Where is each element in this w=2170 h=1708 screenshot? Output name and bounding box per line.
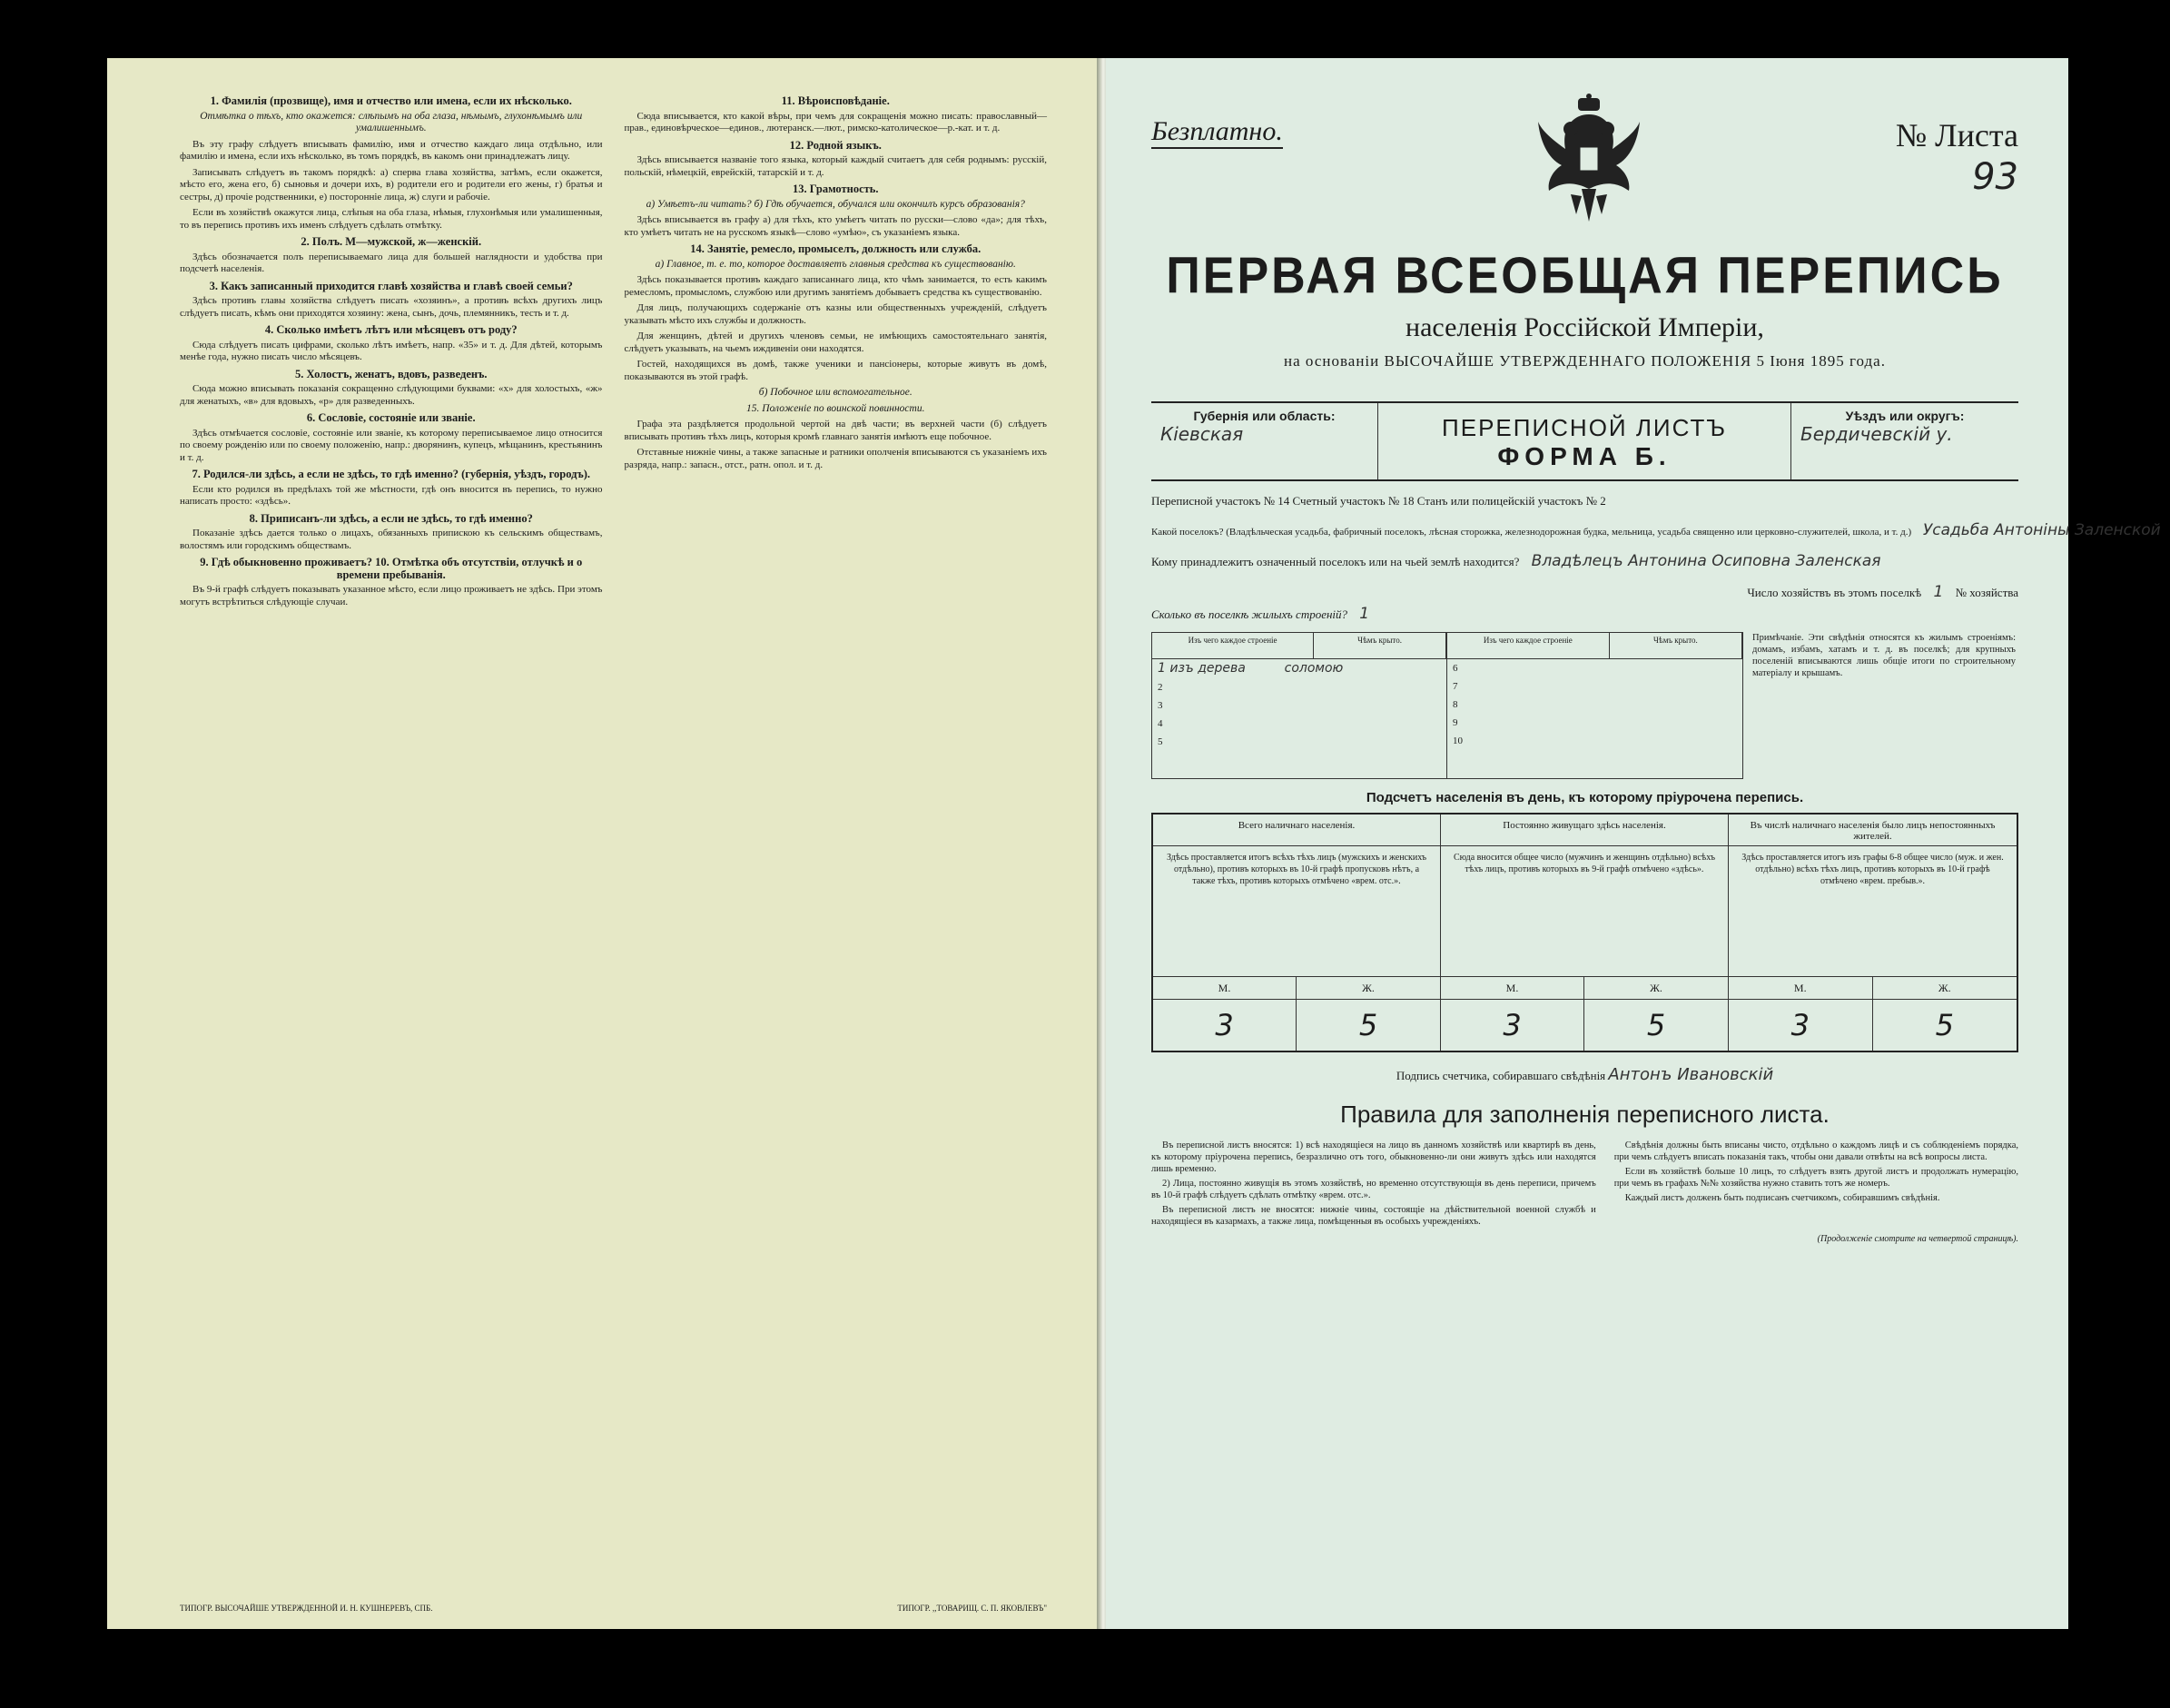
building-row [1158,659,1446,678]
buildings-table-header [1447,633,1742,659]
section-heading: 3. Какъ записанный приходится главѣ хозяйства и главѣ своей семьи? [209,279,573,292]
section-paragraph: Сюда можно вписывать показанія сокращенно слѣдующими буквами: «х» для холостыхъ, «ж» для женатыхъ, «в» для вдовыхъ, «р» для разведенныхъ. [180,383,603,407]
female-label: Ж. [1650,982,1662,994]
population-temporary-header: Въ числѣ наличнаго населенія было лицъ непостоянныхъ жителей. [1729,815,2017,846]
section-heading: 2. Полъ. М—мужской, ж—женскій. [301,235,482,248]
left-page [107,58,1101,1629]
household-number-label: № хозяйства [1955,586,2018,599]
female-count: 5 [1358,1008,1378,1042]
district-line: Переписной участокъ № 14 Счетный участокъ № 18 Станъ или полицейскій участокъ № 2 [1151,494,1606,508]
material-header: Изъ чего каждое строеніе [1447,633,1610,658]
buildings-table [1151,632,1743,779]
male-count: 3 [1153,1000,1297,1051]
sex-header [1153,976,1440,999]
printer-imprint-right: ТИПОГР. ,,ТОВАРИЩ. С. П. ЯКОВЛЕВЪ" [897,1604,1047,1613]
female-count: 5 [1935,1008,1954,1042]
section-heading: 12. Родной языкъ. [789,138,882,152]
population-present-column [1153,815,1441,1051]
section-heading: 7. Родился-ли здѣсь, а если не здѣсь, то гдѣ именно? (губернія, уѣздъ, городъ). [192,468,591,480]
rules-text [1151,1140,2018,1230]
male-count: 3 [1441,1000,1584,1051]
population-present-desc: Здѣсь проставляется итогъ всѣхъ тѣхъ лицъ (мужскихъ и женскихъ отдѣльно), противъ которыхъ въ 10-й графѣ пропусковъ нѣтъ, а также тѣхъ, противъ которыхъ отмѣчено «врем. отс.». [1166,853,1427,886]
signature-label: Подпись счетчика, собиравшаго свѣдѣнія [1396,1069,1606,1082]
signature-value: Антонъ Ивановскій [1608,1065,1774,1084]
building-row: 9 [1453,717,1458,728]
section-heading: 9. Гдѣ обыкновенно проживаетъ? 10. Отмѣтка объ отсутствіи, отлучкѣ и о времени пребыванія. [200,556,583,581]
uezd-value: Бердичевскій у. [1800,423,1953,445]
right-page [1106,58,2161,1629]
section-subheading: б) Побочное или вспомогательное. [758,387,912,398]
header-row [1151,94,2018,231]
building-row: 6 [1453,663,1458,674]
rules-paragraph: Каждый листъ долженъ быть подписанъ счетчикомъ, собиравшимъ свѣдѣнія. [1624,1193,1940,1203]
rules-column-1 [1151,1140,1596,1230]
census-subtitle: населенія Россійской Имперіи, [1406,312,1764,342]
instructions-column-2 [625,91,1048,1580]
section-heading: 8. Приписанъ-ли здѣсь, а если не здѣсь, то гдѣ именно? [249,511,533,525]
section-subheading: а) Главное, т. е. то, которое доставляетъ главныя средства къ существованію. [655,258,1016,270]
section-paragraph: Сюда слѣдуетъ писать цифрами, сколько лѣтъ имѣетъ, напр. «35» и т. д. Для дѣтей, которымъ менѣе года, нужно писать число мѣсяцевъ. [180,339,603,362]
free-label: Безплатно. [1151,116,1283,149]
left-page-footer [180,1604,1047,1613]
buildings-label: Сколько въ поселкѣ жилыхъ строеній? [1151,607,1348,621]
rules-paragraph: Въ переписной листъ вносятся: 1) всѣ находящіеся на лицо въ данномъ хозяйствѣ или квартирѣ въ день, къ которому пріурочена перепись, безразлично отъ того, обыкновенно-ли они живутъ здѣсь или находятся лишь временно. [1151,1140,1596,1174]
instructions-columns [180,91,1047,1580]
population-present-header: Всего наличнаго населенія. [1153,815,1440,846]
section-paragraph: Если въ хозяйствѣ окажутся лица, слѣпыя на оба глаза, нѣмыя, глухонѣмыя или умалишенныя, то въ перепись противъ ихъ именъ слѣдуетъ сдѣлать отмѣтку. [180,207,603,231]
gubernia-label: Губернія или область: [1193,409,1336,423]
population-temporary-desc: Здѣсь проставляется итогъ изъ графы 6-8 общее число (муж. и жен. отдѣльно) всѣхъ тѣхъ лицъ, противъ которыхъ въ 10-й графѣ отмѣчено «врем. пребыв.». [1741,853,2004,886]
section-heading: 4. Сколько имѣетъ лѣтъ или мѣсяцевъ отъ роду? [264,323,518,336]
section-paragraph: Здѣсь противъ главы хозяйства слѣдуетъ писать «хозяинъ», а противъ всѣхъ другихъ лицъ слѣдуетъ писать, кѣмъ они приходятся хозяину: жена, сынъ, дочь, племянникъ, тесть и т. д. [180,295,603,319]
section-paragraph: Графа эта раздѣляется продольной чертой на двѣ части; въ верхней части (б) слѣдуетъ вписывать противъ тѣхъ лицъ, которыя кромѣ главнаго занятія имѣютъ еще побочное. [624,419,1047,442]
population-resident-values [1441,999,1728,1051]
section-paragraph: Въ эту графу слѣдуетъ вписывать фамилію, имя и отчество каждаго лица отдѣльно, или фамилію и имена, если ихъ нѣсколько, въ томъ порядкѣ, въ какомъ они принадлежатъ лицу. [180,138,603,162]
owner-line [1151,552,2018,570]
section-subheading: а) Умѣетъ-ли читать? б) Гдѣ обучается, обучался или окончилъ курсъ образованія? [646,198,1025,210]
place-value: Усадьба Антонiны Заленской [1922,521,2161,539]
female-count: 5 [1646,1008,1666,1042]
census-decree-line: на основаніи ВЫСОЧАЙШЕ УТВЕРЖДЕННАГО ПОЛОЖЕНІЯ 5 Іюня 1895 года. [1284,352,1886,370]
owner-value: Владѣлецъ Антонина Осиповна Заленская [1531,552,1881,570]
signature-line [1151,1065,2018,1084]
section-subheading: 15. Положеніе по воинской повинности. [746,402,925,414]
section-paragraph: Отставные нижніе чины, а также запасные и ратники ополченія вписываются съ указаніемъ ихъ разряда, напр.: запасн., отст., ратн. опол. и т. д. [624,447,1047,470]
place-label: Какой поселокъ? (Владѣльческая усадьба, фабричный поселокъ, лѣсная сторожка, железнодорожная будка, мельница, усадьба священно или церковно-служителей, школа, и т. д.) [1151,527,1912,538]
section-paragraph: Для женщинъ, дѣтей и другихъ членовъ семьи, не имѣющихъ самостоятельнаго занятія, слѣдуетъ указывать, на чьемъ иждивеніи они находятся. [624,331,1047,354]
census-title: ПЕРВАЯ ВСЕОБЩАЯ ПЕРЕПИСЬ [1166,247,2004,305]
rules-paragraph: Свѣдѣнія должны быть вписаны чисто, отдѣльно о каждомъ лицѣ и съ соблюденіемъ порядка, при чемъ слѣдуетъ вписать показанія такъ, чтобы они давали отвѣты на всѣ вопросы листа. [1613,1140,2018,1162]
sex-header [1729,976,2017,999]
section-heading: 5. Холостъ, женатъ, вдовъ, разведенъ. [295,367,488,380]
sheet-number-label: № Листа [1895,117,2018,153]
section-paragraph: Сюда вписывается, кто какой вѣры, при чемъ для сокращенія можно писать: православный—прав., единовѣрческое—единов., лютеранск.—лют., римско-католическое—р.-кат. и т. д. [624,110,1047,133]
male-label: М. [1441,977,1584,999]
rules-column-2 [1614,1140,2018,1230]
form-name: ПЕРЕПИСНОЙ ЛИСТЪ [1442,414,1727,441]
section-paragraph: Здѣсь отмѣчается сословіе, состояніе или званіе, къ которому переписываемое лицо относится по своему рожденію или по своему положенію, напр.: дворянинъ, купецъ, мѣщанинъ, крестьянинъ и т. д. [180,427,603,463]
uezd-cell [1791,403,2018,479]
buildings-note: Примѣчаніе. Эти свѣдѣнія относятся къ жилымъ строеніямъ: домамъ, избамъ, хатамъ и т. д. въ поселкѣ; для крупныхъ поселеній вписываются лишь общіе итоги по строительному матеріалу и крышамъ. [1752,633,2016,678]
form-type: ФОРМА Б. [1497,442,1672,470]
rules-paragraph: 2) Лица, постоянно живущія въ этомъ хозяйствѣ, но временно отсутствующія въ день переписи, причемъ въ 10-й графѣ слѣдуетъ сдѣлать отмѣтку «врем. отс.». [1151,1179,1596,1200]
section-paragraph: Записывать слѣдуетъ въ такомъ порядкѣ: а) сперва глава хозяйства, затѣмъ, если окажется, мѣсто его, жена его, б) сыновья и дочери ихъ, в) родители его и родители его жены, г) братья и сестры, д) прочіе родственники, е) посторонніе лица, ж) слуги и рабочіе. [180,166,603,202]
material-header: Изъ чего каждое строеніе [1152,633,1314,658]
buildings-table-right [1447,633,1742,778]
instructions-column-1 [180,91,603,1580]
households-value: 1 [1933,583,1944,601]
section-paragraph: Въ 9-й графѣ слѣдуетъ показывать указанное мѣсто, если лицо проживаетъ не здѣсь. При этомъ могутъ встрѣтиться слѣдующіе случаи. [180,584,603,607]
building-row: 8 [1453,699,1458,710]
buildings-table-header [1152,633,1446,659]
population-table [1151,813,2018,1052]
section-paragraph: Здѣсь обозначается полъ переписываемаго лица для большей наглядности и удобства при подсчетѣ населенія. [180,251,603,274]
population-resident-desc: Сюда вносится общее число (мужчинъ и женщинъ отдѣльно) всѣхъ тѣхъ лицъ, противъ которыхъ въ 9-й графѣ отмѣчено «здѣсь». [1453,853,1716,874]
printer-imprint-left: ТИПОГР. ВЫСОЧАЙШЕ УТВЕРЖДЕННОЙ И. Н. КУШНЕРЕВЪ, СПБ. [180,1604,433,1613]
roof-header: Чѣмъ крыто. [1610,633,1742,658]
population-temporary-column [1729,815,2017,1051]
section-heading: 11. Вѣроисповѣданіе. [781,94,890,107]
female-label: Ж. [1938,982,1951,994]
gubernia-value: Кіевская [1160,423,1244,445]
section-heading: 1. Фамилія (прозвище), имя и отчество или имена, если их нѣсколько. [210,94,572,107]
rules-paragraph: Если въ хозяйствѣ больше 10 лицъ, то слѣдуетъ взять другой листъ и продолжать нумерацію, при чемъ въ графахъ №№ хозяйства нужно ставить тотъ же номеръ. [1613,1167,2018,1189]
female-label: Ж. [1362,982,1375,994]
section-paragraph: Для лицъ, получающихъ содержаніе отъ казны или общественныхъ учрежденій, слѣдуетъ указывать мѣсто ихъ службы и должность. [624,302,1047,326]
population-resident-header: Постоянно живущаго здѣсь населенія. [1441,815,1728,846]
buildings-area [1151,632,2018,779]
section-heading: 13. Грамотность. [792,183,879,195]
population-temporary-values [1729,999,2017,1051]
section-paragraph: Показаніе здѣсь дается только о лицахъ, обязанныхъ припискою къ сельскимъ обществамъ, волостямъ или городскимъ обществамъ. [180,528,603,551]
rules-paragraph: Въ переписной листъ не вносятся: нижніе чины, состоящіе на дѣйствительной военной службѣ и находящіеся въ казармахъ, а также лица, помѣщенныя въ особыхъ учрежденіяхъ. [1151,1205,1596,1227]
male-label: М. [1153,977,1297,999]
section-paragraph: Здѣсь показывается противъ каждаго записаннаго лица, кто чѣмъ занимается, то есть какимъ ремесломъ, промысломъ, службою или другимъ занятіемъ добываетъ средства къ существованію. [624,274,1047,298]
section-paragraph: Гостей, находящихся въ домѣ, также ученики и пансіонеры, которые живутъ въ домѣ, показываются въ этой графѣ. [624,359,1047,382]
households-line [1151,583,2018,601]
form-header-table [1151,401,2018,481]
place-line [1151,521,2161,539]
section-heading: 14. Занятіе, ремесло, промыселъ, должность или служба. [690,242,981,255]
buildings-line [1151,605,2018,623]
gubernia-cell [1151,403,1378,479]
section-paragraph: Здѣсь вписывается названіе того языка, который каждый считаетъ для себя роднымъ: русскій, польскій, нѣмецкій, еврейскій, татарскій и т. д. [624,154,1047,178]
uezd-label: Уѣздъ или округъ: [1845,409,1965,423]
male-count: 3 [1729,1000,1873,1051]
rules-title: Правила для заполненія переписного листа. [1340,1101,1830,1128]
owner-label: Кому принадлежитъ означенный поселокъ или на чьей землѣ находится? [1151,555,1520,568]
building-roof: соломою [1284,661,1344,676]
section-heading: 6. Сословіе, состояніе или званіе. [306,411,476,424]
population-count-title: Подсчетъ населенія въ день, къ которому пріурочена перепись. [1366,790,1804,805]
buildings-table-left [1152,633,1447,778]
rules-continued-note: (Продолженіе смотрите на четвертой страницѣ). [1817,1234,2018,1244]
building-row: 3 [1158,700,1163,711]
male-label: М. [1729,977,1873,999]
sheet-number [1896,116,2018,198]
building-row: 4 [1158,718,1163,729]
sheet-number-handwritten: 93 [1972,156,2018,198]
roof-header: Чѣмъ крыто. [1314,633,1446,658]
form-name-cell [1378,403,1791,479]
section-paragraph: Если кто родился въ предѣлахъ той же мѣстности, гдѣ онъ вносится въ перепись, то нужно написать просто: «здѣсь». [180,483,603,507]
building-material: 1 изъ дерева [1158,661,1246,676]
population-resident-column [1441,815,1729,1051]
buildings-rows-left [1152,659,1446,751]
population-present-values [1153,999,1440,1051]
households-label: Число хозяйствъ въ этомъ поселкѣ [1747,586,1922,599]
building-row: 5 [1158,736,1163,747]
buildings-value: 1 [1359,605,1370,623]
building-row: 2 [1158,682,1163,693]
double-headed-eagle-icon [1534,94,1643,231]
section-paragraph: Здѣсь вписывается въ графу а) для тѣхъ, кто умѣетъ читать по русски—слово «да»; для тѣхъ, кто умѣетъ читать не на русскомъ языкѣ—слово «умѣю», съ указаніемъ языка. [624,214,1047,238]
section-subheading: Отмѣтка о тѣхъ, кто окажется: слѣпымъ на оба глаза, нѣмымъ, глухонѣмымъ или умалишеннымъ. [200,110,583,133]
sex-header [1441,976,1728,999]
building-row: 7 [1453,681,1458,692]
building-row: 10 [1453,736,1463,746]
buildings-rows-right [1447,659,1742,750]
